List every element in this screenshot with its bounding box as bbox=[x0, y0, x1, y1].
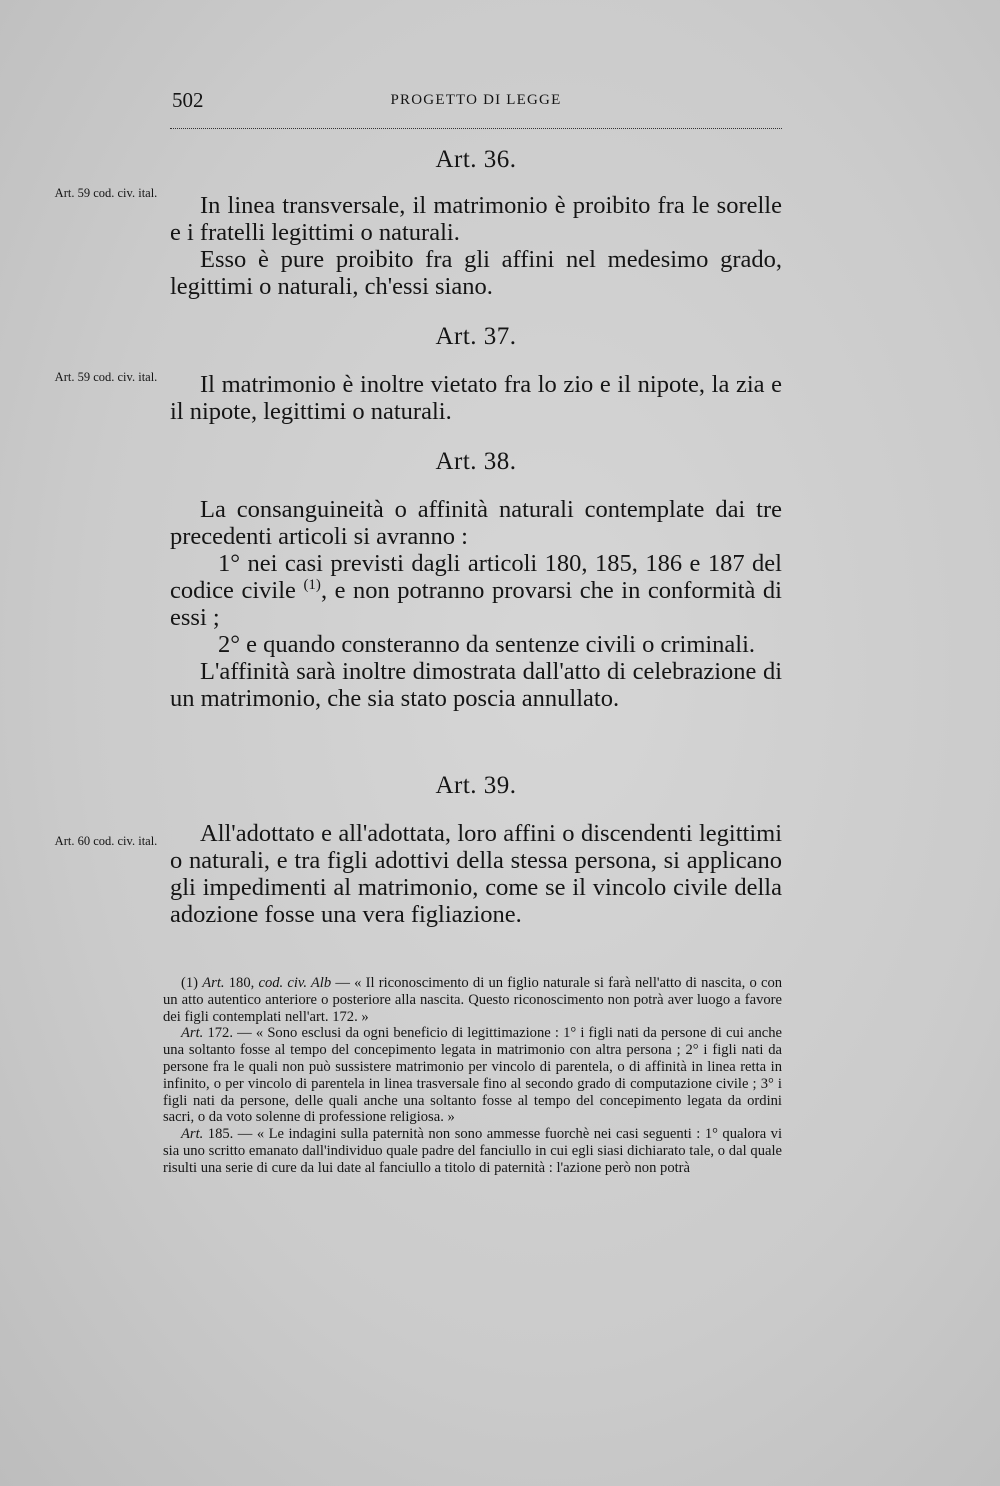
margin-note: Art. 59 cod. civ. ital. bbox=[54, 370, 158, 384]
paragraph-text: 1° nei casi previsti dagli articoli 180, 185, 186 e 187 del codice civile bbox=[170, 550, 782, 604]
header-rule bbox=[170, 128, 782, 129]
article-heading: Art. 37. bbox=[435, 323, 517, 350]
paragraph: 2° e quando consteranno da sentenze civili o criminali. bbox=[218, 631, 756, 658]
article-heading: Art. 39. bbox=[435, 772, 517, 799]
page-number: 502 bbox=[172, 88, 204, 112]
footnote bbox=[163, 1025, 782, 1126]
article-heading: Art. 36. bbox=[435, 146, 517, 173]
margin-note: Art. 59 cod. civ. ital. bbox=[54, 186, 158, 200]
paragraph: In linea transversale, il matrimonio è proibito fra le sorelle e i fratelli legittimi o naturali. bbox=[170, 192, 782, 246]
paragraph: L'affinità sarà inoltre dimostrata dall'atto di celebrazione di un matrimonio, che sia stato poscia annullato. bbox=[170, 658, 782, 712]
footnote-ref: Art. bbox=[181, 1025, 204, 1042]
paragraph-text: , e non potranno provarsi che in conformità di essi ; bbox=[170, 577, 782, 631]
footnote bbox=[163, 1126, 782, 1176]
paragraph: La consanguineità o affinità naturali contemplate dai tre precedenti articoli si avranno : bbox=[170, 496, 782, 550]
footnote-ref: (1) bbox=[303, 576, 321, 593]
paragraph bbox=[170, 550, 782, 631]
paragraph: All'adottato e all'adottata, loro affini o discendenti legittimi o naturali, e tra figli adottivi della stessa persona, si applicano gli impedimenti al matrimonio, come se il vincolo civile della adozione fosse una vera figliazione. bbox=[170, 820, 782, 928]
article-body bbox=[170, 820, 782, 928]
article-heading: Art. 38. bbox=[435, 448, 517, 475]
page-header bbox=[170, 88, 782, 116]
footnote-marker: (1) bbox=[181, 975, 199, 991]
footnotes bbox=[163, 975, 782, 1177]
footnote-ref-number: 180, bbox=[228, 975, 255, 991]
footnote-text: 185. — « Le indagini sulla paternità non sono ammesse fuorchè nei casi seguenti : 1° qualora vi sia uno scritto emanato dall'individuo quale padre del fanciullo in cui egli siasi dichiarato tale, o dal quale risulti una serie di cure da lui date al fanciullo a titolo di paternità : l'azione però non potrà bbox=[163, 1126, 782, 1176]
article-body bbox=[170, 371, 782, 425]
paragraph: Il matrimonio è inoltre vietato fra lo zio e il nipote, la zia e il nipote, legittimi o naturali. bbox=[170, 371, 782, 425]
article-body bbox=[170, 192, 782, 300]
margin-note: Art. 60 cod. civ. ital. bbox=[54, 834, 158, 848]
article-body bbox=[170, 496, 782, 712]
paragraph: Esso è pure proibito fra gli affini nel medesimo grado, legittimi o naturali, ch'essi siano. bbox=[170, 246, 782, 300]
footnote bbox=[163, 975, 782, 1025]
footnote-ref: Art. bbox=[181, 1126, 204, 1143]
footnote-ref: Art. bbox=[202, 975, 225, 991]
footnote-text: — « Il riconoscimento di un figlio naturale si farà nell'atto di nascita, o con un atto autentico anteriore o posteriore alla nascita. Questo riconoscimento non potrà aver luogo a favore dei figli contemplati nell'art. 172. » bbox=[163, 975, 783, 1025]
footnote-code: cod. civ. Alb bbox=[258, 975, 332, 991]
footnote-text: 172. — « Sono esclusi da ogni beneficio di legittimazione : 1° i figli nati da persone di cui anche una soltanto fosse al tempo del concepimento legata in matrimonio con altra persona ; 2° i figli nati da persone fra le quali non può sussistere matrimonio per vincolo di parentela, o di affinità in linea retta in infinito, o per vincolo di parentela in linea trasversale fino al secondo grado di computazione civile ; 3° i figli nati da persone, delle quali anche una soltanto fosse al tempo del concepimento legata da ordini sacri, o da voto solenne di professione religiosa. » bbox=[163, 1025, 782, 1126]
running-title: PROGETTO DI LEGGE bbox=[390, 92, 562, 108]
